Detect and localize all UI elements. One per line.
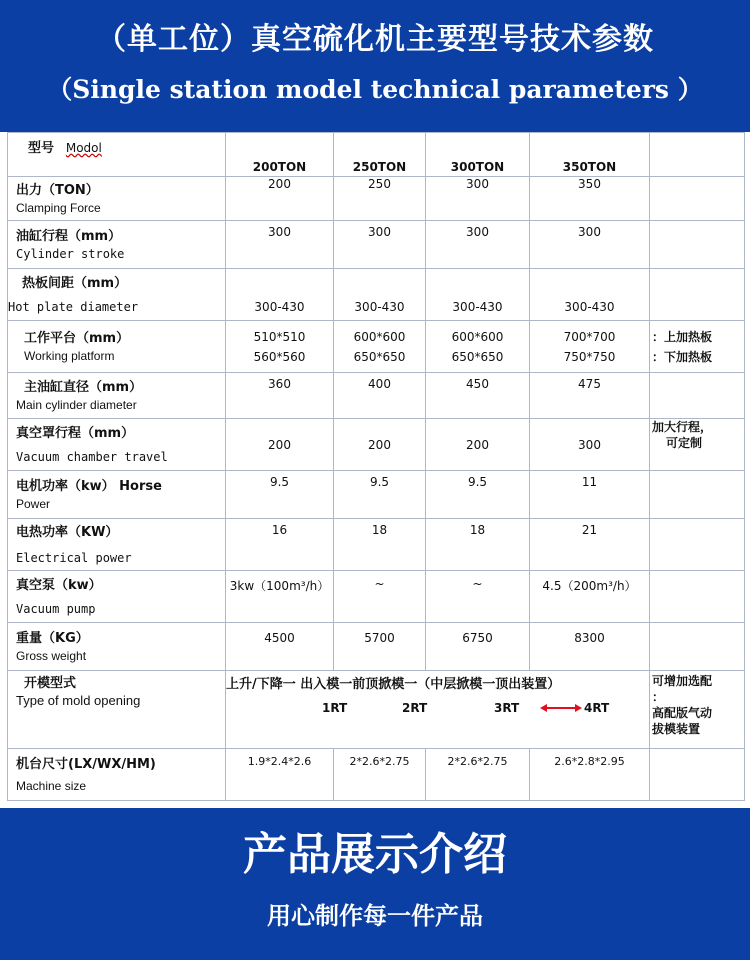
page-title: （单工位）真空硫化机主要型号技术参数 xyxy=(96,22,654,57)
row-label-cn: 开模型式 xyxy=(24,676,77,691)
row-label-cell xyxy=(8,321,226,373)
note-cell xyxy=(650,471,745,519)
value-top: 600*600 xyxy=(353,329,406,344)
mold-type-4rt: 4RT xyxy=(584,701,610,715)
value-cell xyxy=(426,321,530,373)
value-cell: 300-430 xyxy=(530,269,650,321)
row-label-cn: 热板间距（mm） xyxy=(22,275,128,291)
footer-title: 产品展示介绍 xyxy=(243,829,507,880)
value-bottom: 560*560 xyxy=(253,349,306,364)
model-cell: 300TON xyxy=(426,133,530,177)
model-label-en: Modol xyxy=(65,141,102,155)
table-row xyxy=(8,373,745,419)
value-bottom: 750*750 xyxy=(563,349,616,364)
row-label-cell xyxy=(8,623,226,671)
value-cell: 16 xyxy=(226,519,334,571)
value-cell: 3kw（100m³/h） xyxy=(226,571,334,623)
row-label-en: Vacuum pump xyxy=(16,601,96,616)
row-label-en: Type of mold opening xyxy=(16,693,141,708)
value-cell: 475 xyxy=(530,373,650,419)
row-label-cell xyxy=(8,471,226,519)
table-row xyxy=(8,571,745,623)
value-cell: 21 xyxy=(530,519,650,571)
value-cell: 300-430 xyxy=(334,269,426,321)
row-label-cn: 真空泵（kw） xyxy=(16,577,102,593)
value-cell: 2*2.6*2.75 xyxy=(334,749,426,801)
note-text: 可增加选配 xyxy=(652,674,713,688)
value-cell: 360 xyxy=(226,373,334,419)
row-label-cell xyxy=(8,269,226,321)
table-row xyxy=(8,177,745,221)
value-cell: ~ xyxy=(334,571,426,623)
value-cell: 200 xyxy=(426,419,530,471)
value-cell: 300 xyxy=(334,221,426,269)
row-label-en: Gross weight xyxy=(16,648,87,663)
table-row xyxy=(8,623,745,671)
value-cell: 9.5 xyxy=(426,471,530,519)
row-label-cell xyxy=(8,671,226,749)
value-cell: 200 xyxy=(334,419,426,471)
model-cell: 250TON xyxy=(334,133,426,177)
row-label-en: Cylinder stroke xyxy=(16,246,125,261)
note-text: ：下加热板 xyxy=(652,349,713,364)
note-cell xyxy=(650,373,745,419)
model-label-cn: 型号 xyxy=(28,141,55,156)
value-bottom: 650*650 xyxy=(451,349,504,364)
table-row xyxy=(8,321,745,373)
value-cell: 200 xyxy=(226,177,334,221)
row-label-cn: 工作平台（mm） xyxy=(24,330,130,346)
value-cell: ~ xyxy=(426,571,530,623)
note-cell xyxy=(650,269,745,321)
note-cell xyxy=(650,749,745,801)
value-top: 700*700 xyxy=(563,329,616,344)
table-row xyxy=(8,419,745,471)
note-text: 加大行程， xyxy=(652,420,713,434)
row-label-en: Working platform xyxy=(24,348,115,363)
value-cell: 2.6*2.8*2.95 xyxy=(530,749,650,801)
note-cell xyxy=(650,571,745,623)
value-cell: 300-430 xyxy=(226,269,334,321)
value-cell: 8300 xyxy=(530,623,650,671)
row-label-cell xyxy=(8,373,226,419)
model-label-cell xyxy=(8,133,226,177)
note-cell xyxy=(650,321,745,373)
table-row xyxy=(8,749,745,801)
row-label-cell xyxy=(8,749,226,801)
value-cell: 9.5 xyxy=(226,471,334,519)
value-cell: 400 xyxy=(334,373,426,419)
table-row-model xyxy=(8,133,745,177)
footer-banner xyxy=(0,808,750,960)
value-cell: 350 xyxy=(530,177,650,221)
model-cell: 200TON xyxy=(226,133,334,177)
value-cell: 300-430 xyxy=(426,269,530,321)
row-label-en: Hot plate diameter xyxy=(8,299,139,314)
row-label-en: Clamping Force xyxy=(16,200,101,215)
mold-opening-description: 上升/下降一 出入模一前顶掀模一（中层掀模一顶出装置） xyxy=(226,677,561,692)
page-subtitle: （Single station model technical parameters ） xyxy=(47,75,703,104)
value-cell: 18 xyxy=(426,519,530,571)
value-cell: 9.5 xyxy=(334,471,426,519)
note-cell xyxy=(650,133,745,177)
row-label-cn: 电机功率（kw） Horse xyxy=(16,478,162,494)
value-cell: 1.9*2.4*2.6 xyxy=(226,749,334,801)
value-cell: 6750 xyxy=(426,623,530,671)
value-cell: 300 xyxy=(226,221,334,269)
row-label-cell xyxy=(8,177,226,221)
value-cell: 18 xyxy=(334,519,426,571)
row-label-cell xyxy=(8,419,226,471)
row-label-cn: 油缸行程（mm） xyxy=(16,228,122,244)
table-row xyxy=(8,471,745,519)
note-cell xyxy=(650,221,745,269)
note-cell xyxy=(650,419,745,471)
value-cell xyxy=(226,321,334,373)
mold-opening-cell xyxy=(226,671,650,749)
row-label-cn: 重量（KG） xyxy=(16,630,89,646)
value-cell: 250 xyxy=(334,177,426,221)
header-banner xyxy=(0,0,750,132)
table-row xyxy=(8,519,745,571)
row-label-en: Electrical power xyxy=(16,550,132,565)
row-label-cell xyxy=(8,519,226,571)
note-text: ：上加热板 xyxy=(652,329,713,344)
value-cell: 300 xyxy=(530,419,650,471)
table-row xyxy=(8,671,745,749)
note-cell xyxy=(650,623,745,671)
row-label-cn: 主油缸直径（mm） xyxy=(24,379,143,395)
value-cell xyxy=(334,321,426,373)
mold-type-2rt: 2RT xyxy=(402,701,428,715)
spec-table xyxy=(7,132,745,801)
mold-type-1rt: 1RT xyxy=(322,701,348,715)
table-row xyxy=(8,221,745,269)
note-cell xyxy=(650,177,745,221)
value-bottom: 650*650 xyxy=(353,349,406,364)
footer-subtitle: 用心制作每一件产品 xyxy=(267,902,483,930)
value-cell: 300 xyxy=(426,221,530,269)
row-label-cell xyxy=(8,221,226,269)
value-top: 510*510 xyxy=(253,329,306,344)
value-cell: 4500 xyxy=(226,623,334,671)
row-label-cn: 电热功率（KW） xyxy=(16,524,119,540)
value-cell: 300 xyxy=(530,221,650,269)
row-label-cn: 机台尺寸(LX/WX/HM) xyxy=(16,756,156,772)
note-text: 拔模装置 xyxy=(652,722,701,736)
value-cell: 450 xyxy=(426,373,530,419)
value-cell: 4.5（200m³/h） xyxy=(530,571,650,623)
value-top: 600*600 xyxy=(451,329,504,344)
table-row xyxy=(8,269,745,321)
row-label-en: Vacuum chamber travel xyxy=(16,449,168,464)
row-label-en: Machine size xyxy=(16,778,87,793)
note-text: 可定制 xyxy=(666,436,703,450)
note-cell xyxy=(650,671,745,749)
note-cell xyxy=(650,519,745,571)
value-cell: 300 xyxy=(426,177,530,221)
value-cell: 2*2.6*2.75 xyxy=(426,749,530,801)
model-cell: 350TON xyxy=(530,133,650,177)
mold-opening-content xyxy=(226,673,649,747)
value-cell: 5700 xyxy=(334,623,426,671)
row-label-cell xyxy=(8,571,226,623)
note-text: 高配版气动 xyxy=(652,706,713,720)
row-label-cn: 真空罩行程（mm） xyxy=(16,425,135,441)
value-cell xyxy=(530,321,650,373)
row-label-cn: 出力（TON） xyxy=(16,182,99,198)
note-text: ： xyxy=(652,690,665,704)
value-cell: 200 xyxy=(226,419,334,471)
mold-type-3rt: 3RT xyxy=(494,701,520,715)
row-label-en: Main cylinder diameter xyxy=(16,397,137,412)
row-label-en: Power xyxy=(16,496,51,511)
value-cell: 11 xyxy=(530,471,650,519)
double-arrow-icon xyxy=(540,703,582,713)
